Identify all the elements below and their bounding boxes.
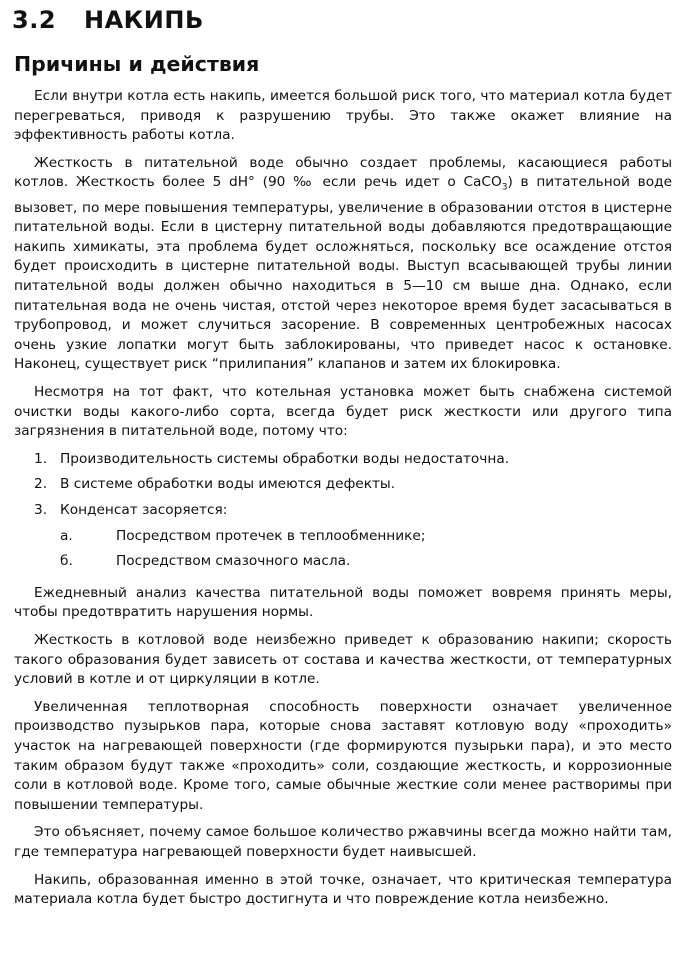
paragraph-8: Накипь, образованная именно в этой точке, означает, что критическая температура материала котла будет быстро достигнута и что повреждение котла неизбежно. <box>14 871 672 908</box>
paragraph-6: Увеличенная теплотворная способность поверхности означает увеличенное производство пузырьков пара, которые снова заставят котловую воду «проходить» участок на нагревающей поверхности (где формируются пузырьки пара), и это место таким образом будут также «проходить» соли, создающие жесткость, и коррозионные соли в котловой воде. Кроме того, самые обычные жесткие соли менее растворимы при повышении температуры. <box>14 698 672 813</box>
sublist-item-letter: б. <box>60 553 73 570</box>
paragraph-2-subscript: 3 <box>501 183 508 194</box>
sublist-item <box>14 527 672 547</box>
list-item-text: Конденсат засоряется: <box>60 502 228 519</box>
section-title: НАКИПЬ <box>84 6 204 34</box>
paragraph-3: Несмотря на тот факт, что котельная установка может быть снабжена системой очистки воды какого-либо сорта, всегда будет риск жесткости или другого типа загрязнения в питательной воде, потому что: <box>14 384 672 440</box>
list-item <box>14 475 672 495</box>
sublist-item-text: Посредством протечек в теплообменнике; <box>116 527 426 544</box>
sublist-item-text: Посредством смазочного масла. <box>116 553 351 570</box>
subheading: Причины и действия <box>14 52 260 76</box>
sublist-item <box>14 552 672 572</box>
section-heading <box>12 6 204 34</box>
paragraph-4: Ежедневный анализ качества питательной воды поможет вовремя принять меры, чтобы предотвратить нарушения нормы. <box>14 584 672 621</box>
list-item-number: 3. <box>34 502 48 519</box>
list-item <box>14 450 672 470</box>
list-item-text: В системе обработки воды имеются дефекты. <box>60 476 396 493</box>
paragraph-2-part-b: ) в питательной воде вызовет, по мере повышения температуры, увеличение в образовании отстоя в цистерне питательной воды. Если в цистерну питательной воды добавляются предотвращающие накипь химикаты, эта проблема будет осложняться, поскольку все осаждение отстоя будет происходить в цистерне питательной воды. Выступ всасывающей трубы линии питательной воды должен обычно находиться в 5—10 см выше дна. Однако, если питательная вода не очень чистая, отстой через некоторое время будет засасываться в трубопровод, и может случиться засорение. В современных центробежных насосах очень узкие лопатки могут быть заблокированы, что приведет насос к остановке. Наконец, существует риск “прилипания” клапанов и затем их блокировка. <box>14 174 673 373</box>
list-item-text: Производительность системы обработки воды недостаточна. <box>60 450 510 467</box>
list-item <box>14 501 672 521</box>
numbered-list <box>14 450 672 572</box>
paragraph-1: Если внутри котла есть накипь, имеется большой риск того, что материал котла будет перегреваться, приводя к разрушению трубы. Это также окажет влияние на эффективность работы котла. <box>14 88 672 144</box>
sublist-item-letter: а. <box>60 527 73 544</box>
list-item-number: 2. <box>34 476 48 493</box>
section-number: 3.2 <box>12 6 57 34</box>
paragraph-2-part-a: Жесткость в питательной воде обычно создает проблемы, касающиеся работы котлов. Жесткость более 5 dH° (90 ‰ если речь идет о CaCO <box>14 154 672 191</box>
body-text <box>14 87 672 918</box>
paragraph-5: Жесткость в котловой воде неизбежно приведет к образованию накипи; скорость такого образования будет зависеть от состава и качества жесткости, от температурных условий в котле и от циркуляции в котле. <box>14 631 672 688</box>
paragraph-2 <box>14 154 672 375</box>
list-item-number: 1. <box>34 450 48 467</box>
paragraph-7: Это объясняет, почему самое большое количество ржавчины всегда можно найти там, где температура нагревающей поверхности будет наивысшей. <box>14 824 672 860</box>
